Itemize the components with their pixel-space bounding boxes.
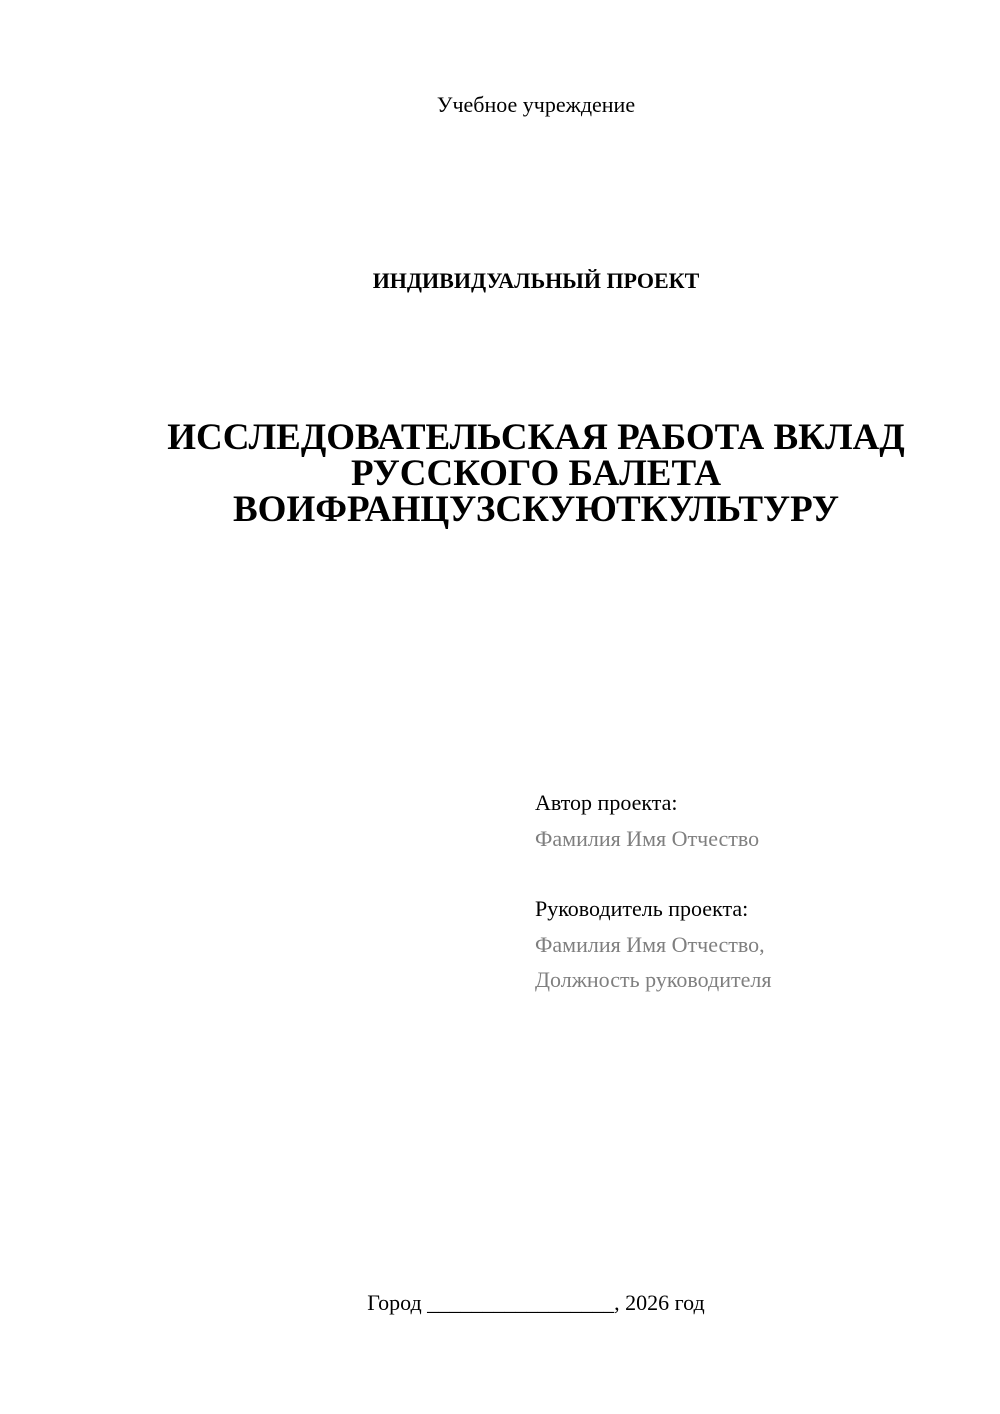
project-title (0, 417, 1000, 530)
supervisor-name: Фамилия Имя Отчество, (535, 932, 765, 957)
author-name: Фамилия Имя Отчество (535, 826, 760, 851)
supervisor-label: Руководитель проекта: (535, 896, 749, 921)
project-title-line-3: ВОИФРАНЦУЗСКУЮТКУЛЬТУРУ (232, 489, 840, 530)
institution-name: Учебное учреждение (436, 92, 636, 117)
author-label: Автор проекта: (535, 790, 678, 815)
project-title-line-2: РУССКОГО БАЛЕТА (350, 453, 722, 494)
project-title-line-1: ИССЛЕДОВАТЕЛЬСКАЯ РАБОТА ВКЛАД (167, 417, 905, 458)
supervisor-position: Должность руководителя (535, 967, 772, 992)
project-type-heading: ИНДИВИДУАЛЬНЫЙ ПРОЕКТ (372, 268, 700, 293)
city-year-footer: Город _________________, 2026 год (367, 1290, 705, 1315)
